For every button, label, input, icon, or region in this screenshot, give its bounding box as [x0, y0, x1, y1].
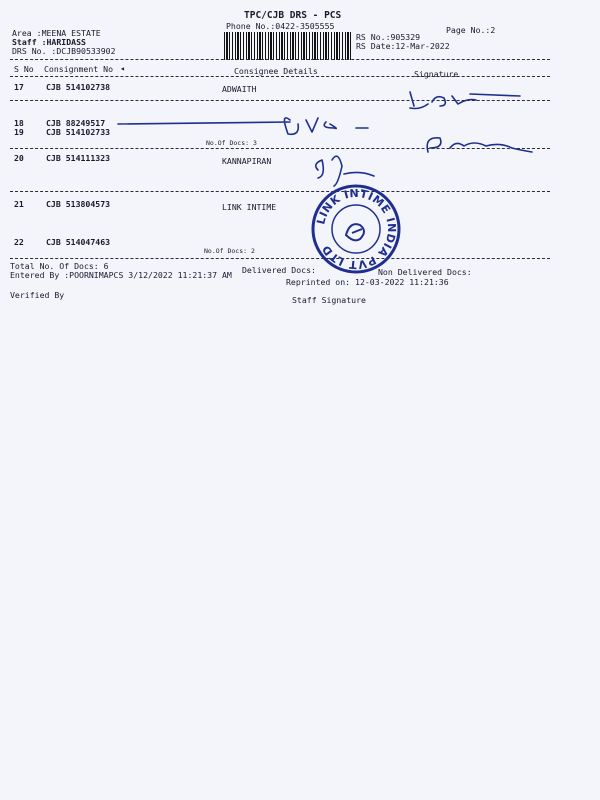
signature-row-20 [316, 156, 374, 186]
signature-row-19 [427, 138, 532, 152]
signature-row-18 [118, 118, 368, 134]
row-consignment: CJB 514111323 [46, 153, 111, 163]
row-consignment: CJB 513804573 [46, 199, 111, 209]
drs-number: DRS No. :DCJB90533902 [12, 46, 116, 56]
group-doc-count: No.Of Docs: 3 [206, 139, 257, 147]
row-sno: 17 [14, 82, 24, 92]
col-consignment: Consignment No [44, 64, 114, 74]
phone-number: Phone No.:0422-3505555 [226, 21, 335, 31]
verified-by: Verified By [10, 290, 65, 300]
stamp-logo-icon [346, 224, 364, 240]
rs-date: RS Date:12-Mar-2022 [356, 41, 450, 51]
col-consignee: Consignee Details [234, 66, 318, 76]
row-sno: 20 [14, 153, 24, 163]
sort-arrow-icon: ◂ [120, 63, 125, 73]
col-sno: S No [14, 64, 34, 74]
area-label: Area :MEENA ESTATE [12, 28, 101, 38]
entered-by: Entered By :POORNIMAPCS 3/12/2022 11:21:37 AM [10, 270, 232, 280]
company-stamp [310, 183, 402, 275]
total-docs: Total No. Of Docs: 6 [10, 261, 109, 271]
row-consignment: CJB 514102733 [46, 127, 111, 137]
non-delivered-docs: Non Delivered Docs: [378, 267, 472, 277]
row-consignment: CJB 514047463 [46, 237, 111, 247]
delivered-docs: Delivered Docs: [242, 265, 316, 275]
row-sno: 18 [14, 118, 24, 128]
document-title: TPC/CJB DRS - PCS [244, 10, 342, 21]
signature-row-17 [410, 92, 520, 109]
row-consignee: KANNAPIRAN [222, 156, 272, 166]
staff-signature-label: Staff Signature [292, 295, 366, 305]
rs-number: RS No.:905329 [356, 32, 421, 42]
row-consignee: LINK INTIME [222, 202, 277, 212]
row-sno: 21 [14, 199, 24, 209]
col-signature: Signature [414, 69, 459, 79]
row-consignment: CJB 514102738 [46, 82, 111, 92]
page-number: Page No.:2 [446, 25, 496, 35]
stamp-text: LINK INTIME INDIA PVT LTD [314, 186, 399, 272]
staff-label: Staff :HARIDASS [12, 37, 86, 47]
row-consignment: CJB 88249517 [46, 118, 106, 128]
row-consignee: ADWAITH [222, 84, 257, 94]
svg-text:LINK INTIME INDIA PVT LTD [314, 187, 398, 271]
reprinted-on: Reprinted on: 12-03-2022 11:21:36 [286, 277, 449, 287]
group-doc-count: No.Of Docs: 2 [204, 247, 255, 255]
row-sno: 19 [14, 127, 24, 137]
row-sno: 22 [14, 237, 24, 247]
